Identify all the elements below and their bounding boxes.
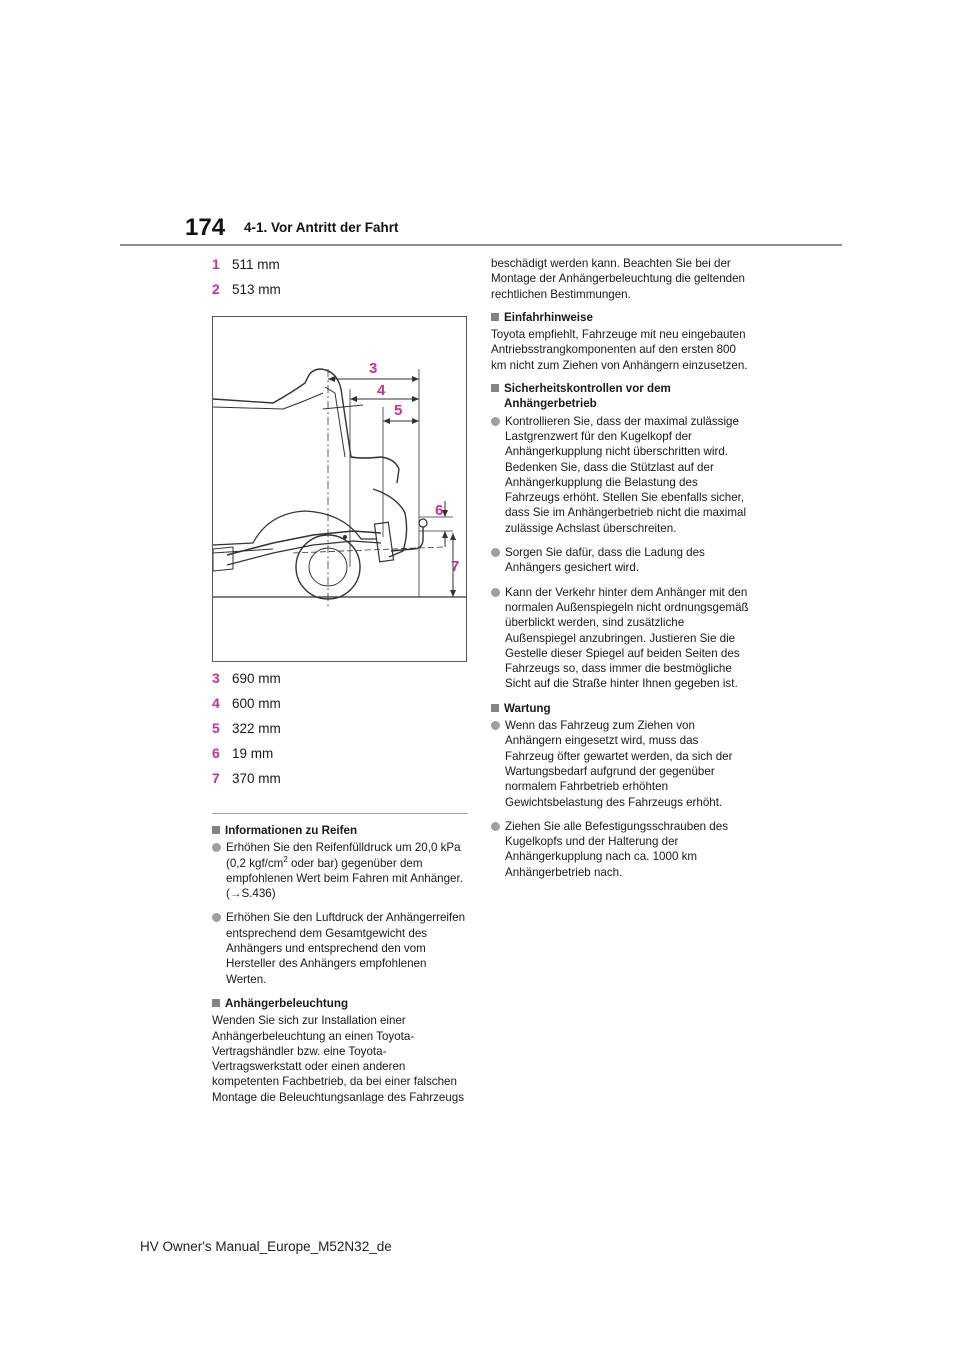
bullet-dot-icon	[212, 843, 221, 852]
measurement-item	[212, 670, 468, 695]
bullet-text: Ziehen Sie alle Befestigungsschrauben des Kugelkopfs und der Halterung der Anhängerkupplung nach ca. 1000 km Anhängerbetrieb nach.	[505, 819, 729, 879]
square-bullet-icon	[212, 999, 220, 1007]
page-footer: HV Owner's Manual_Europe_M52N32_de	[140, 1239, 392, 1254]
lighting-paragraph: Wenden Sie sich zur Installation einer Anhängerbeleuchtung an einen Toyota-Vertragshändler bzw. eine Toyota-Vertragswerkstatt oder einen anderen kompetenten Fachbetrieb, da bei einer falschen Montage die Beleuchtungsanlage des Fahrzeugs	[212, 1014, 465, 1104]
list-item	[212, 910, 468, 986]
callout-5: 5	[394, 402, 403, 419]
list-item	[491, 545, 749, 576]
lighting-heading-text: Anhängerbeleuchtung	[225, 996, 349, 1010]
measurement-value: 511 mm	[232, 257, 280, 272]
page-number: 174	[185, 214, 226, 241]
bullet-dot-icon	[491, 548, 500, 557]
callout-6: 6	[435, 502, 444, 519]
section-title: 4-1. Vor Antritt der Fahrt	[244, 220, 399, 235]
square-bullet-icon	[491, 384, 499, 392]
right-column	[491, 256, 749, 889]
bullet-dot-icon	[491, 417, 500, 426]
roof-line	[213, 369, 321, 403]
measurement-number: 5	[212, 720, 220, 736]
axle-point	[343, 535, 347, 539]
tires-heading	[212, 823, 468, 838]
measurement-number: 4	[212, 695, 220, 711]
measurement-value: 322 mm	[232, 721, 281, 736]
callout-7: 7	[451, 558, 460, 575]
frame-bracket	[213, 547, 233, 571]
measurement-number: 2	[212, 281, 220, 297]
list-item	[491, 414, 749, 536]
lighting-heading	[212, 996, 468, 1011]
vehicle-rear-diagram	[212, 316, 467, 662]
roof-inner-line	[213, 393, 323, 409]
maintenance-heading-text: Wartung	[504, 701, 551, 715]
measurement-value: 513 mm	[232, 282, 281, 297]
wheel-arch	[213, 511, 377, 545]
driving-heading-text: Einfahrhinweise	[504, 310, 593, 324]
square-bullet-icon	[491, 704, 499, 712]
hitch-ball	[419, 519, 427, 527]
measurement-value: 370 mm	[232, 771, 281, 786]
tailgate-line	[321, 369, 399, 483]
bullet-text: Erhöhen Sie den Reifenfülldruck um 20,0 kPa (0,2 kgf/$cm^2$ oder bar) gegenüber dem empfohlenen Wert beim Fahren mit Anhänger. (→S.436)	[226, 841, 463, 901]
driving-heading	[491, 310, 749, 325]
bullet-text: Kann der Verkehr hinter dem Anhänger mit den normalen Außenspiegeln nicht ordnungsgemäß überblickt werden, sind zusätzliche Außenspiegel anzubringen. Justieren Sie die Gestelle dieser Spiegel auf beiden Seiten des Fahrzeugs so, dass immer die bestmögliche Sicht auf die Straße hinter Ihnen gegeben ist.	[505, 585, 749, 691]
measurement-item	[212, 770, 468, 795]
measurement-value: 690 mm	[232, 671, 281, 686]
driving-paragraph: Toyota empfiehlt, Fahrzeuge mit neu eingebauten Antriebsstrangkomponenten auf den ersten 800 km nicht zum Ziehen von Anhängern einzusetzen.	[491, 328, 748, 372]
measurement-item	[212, 720, 468, 745]
left-column	[212, 256, 468, 1113]
safety-heading-text: Sicherheitskontrollen vor dem Anhängerbetrieb	[504, 382, 671, 411]
measurement-value: 19 mm	[232, 746, 274, 761]
list-item	[491, 585, 749, 692]
list-item	[212, 840, 468, 901]
list-item	[491, 718, 749, 810]
bullet-text: Erhöhen Sie den Luftdruck der Anhängerreifen entsprechend dem Gesamtgewicht des Anhängers und entsprechend den vom Hersteller des Anhängers empfohlenen Werten.	[226, 911, 466, 986]
callout-4: 4	[377, 382, 386, 399]
square-bullet-icon	[491, 313, 499, 321]
bullet-text: Sorgen Sie dafür, dass die Ladung des Anhängers gesichert wird.	[505, 546, 705, 575]
axle-centerline	[293, 547, 443, 553]
tow-frame-lower	[227, 541, 381, 565]
header-divider	[120, 244, 842, 246]
measurement-item	[212, 695, 468, 720]
bullet-dot-icon	[491, 721, 500, 730]
measurement-item	[212, 745, 468, 770]
measurement-number: 6	[212, 745, 220, 761]
measurement-number: 1	[212, 256, 220, 272]
square-bullet-icon	[212, 826, 220, 834]
measurement-number: 3	[212, 670, 220, 686]
bullet-text: Wenn das Fahrzeug zum Ziehen von Anhängern eingesetzt wird, muss das Fahrzeug öfter gewartet werden, da sich der Wartungsbedarf aufgrund der gegenüber normalem Fahrbetrieb erhöhten Gewichtsbelastung des Fahrzeugs erhöht.	[505, 719, 733, 809]
callout-3: 3	[369, 360, 378, 377]
measurement-value: 600 mm	[232, 696, 281, 711]
bullet-text: Kontrollieren Sie, dass der maximal zulässige Lastgrenzwert für den Kugelkopf der Anhängerkupplung nicht überschritten wird. Bedenken Sie, dass die Stützlast auf der Anhängerkupplung die Belastung des Fahrzeugs erhöht. Stellen Sie ebenfalls sicher, dass Sie im Anhängerbetrieb nicht die maximal zulässige Achslast überschreiten.	[505, 414, 747, 535]
bullet-dot-icon	[491, 588, 500, 597]
measurement-item	[212, 256, 468, 281]
measurement-number: 7	[212, 770, 220, 786]
safety-heading	[491, 381, 749, 412]
section-divider	[212, 813, 468, 814]
list-item	[491, 819, 749, 880]
page-header	[0, 0, 960, 250]
tires-heading-text: Informationen zu Reifen	[225, 824, 358, 837]
maintenance-heading	[491, 701, 749, 716]
measurement-item	[212, 281, 468, 306]
bullet-dot-icon	[212, 913, 221, 922]
bullet-dot-icon	[491, 822, 500, 831]
vehicle-diagram-svg	[213, 317, 466, 661]
lighting-paragraph-continued: beschädigt werden kann. Beachten Sie bei der Montage der Anhängerbeleuchtung die geltenden rechtlichen Bestimmungen.	[491, 257, 745, 301]
